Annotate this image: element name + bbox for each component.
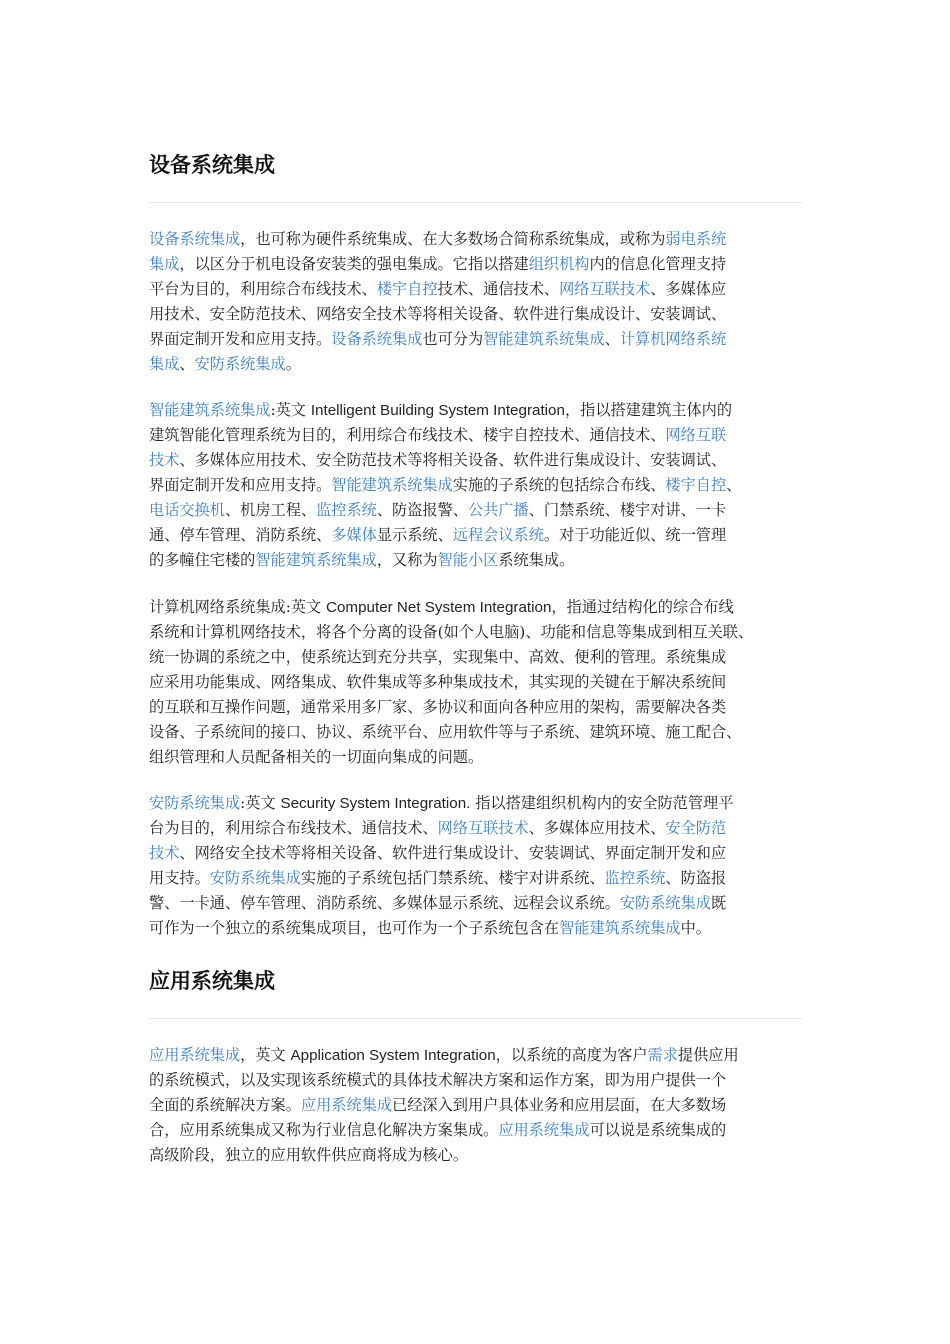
hyperlink[interactable]: 楼宇自控 bbox=[665, 476, 727, 494]
hyperlink[interactable]: 网络互联技术 bbox=[437, 819, 529, 837]
text-run: 、门禁系统、楼宇对讲、一卡 bbox=[528, 501, 727, 519]
text-line bbox=[149, 791, 829, 816]
text-run: 用支持。 bbox=[149, 869, 210, 887]
text-run: 提供应用 bbox=[677, 1046, 739, 1064]
text-run: ，以区分于机电设备安装类的强电集成。它指以搭建 bbox=[179, 255, 529, 273]
text-line bbox=[149, 1043, 829, 1068]
text-run: 的系统模式，以及实现该系统模式的具体技术解决方案和运作方案，即为用户提供一个 bbox=[149, 1071, 727, 1089]
paragraph-intelligent-building bbox=[149, 398, 829, 573]
hyperlink[interactable]: 监控系统 bbox=[316, 501, 377, 519]
hyperlink[interactable]: 智能建筑系统集成 bbox=[559, 919, 681, 937]
text-run: 、防盗报 bbox=[665, 869, 727, 887]
text-line bbox=[149, 745, 829, 770]
hyperlink[interactable]: 安防系统集成 bbox=[194, 355, 286, 373]
text-run: 、机房工程、 bbox=[224, 501, 317, 519]
hyperlink[interactable]: 公共广播 bbox=[467, 501, 529, 519]
text-run: 、多媒体应 bbox=[650, 280, 727, 298]
hyperlink[interactable]: 安防系统集成 bbox=[619, 894, 711, 912]
text-run: 建筑智能化管理系统为目的，利用综合布线技术、楼宇自控技术、通信技术、 bbox=[149, 426, 666, 444]
text-line bbox=[149, 841, 829, 866]
text-run: 也可分为 bbox=[422, 330, 484, 348]
text-run: 内的信息化管理支持 bbox=[589, 255, 727, 273]
hyperlink[interactable]: 应用系统集成 bbox=[498, 1121, 590, 1139]
text-line bbox=[149, 352, 829, 377]
hyperlink[interactable]: 技术 bbox=[149, 451, 180, 469]
text-line bbox=[149, 1118, 829, 1143]
text-run: 的多幢住宅楼的 bbox=[149, 551, 256, 569]
hyperlink[interactable]: 弱电系统 bbox=[665, 230, 727, 248]
section-title-equipment: 设备系统集成 bbox=[149, 153, 275, 177]
hyperlink[interactable]: 安全防范 bbox=[665, 819, 727, 837]
text-run: 中。 bbox=[680, 919, 711, 937]
text-line bbox=[149, 327, 829, 352]
hyperlink[interactable]: 监控系统 bbox=[604, 869, 666, 887]
hyperlink[interactable]: 需求 bbox=[647, 1046, 678, 1064]
hyperlink[interactable]: 智能建筑系统集成 bbox=[483, 330, 605, 348]
text-run: 应采用功能集成、网络集成、软件集成等多种集成技术，其实现的关键在于解决系统间 bbox=[149, 673, 727, 691]
text-run: 指以搭建组织机构内的安全防范管理平 bbox=[470, 794, 734, 812]
text-run: 警、一卡通、停车管理、消防系统、多媒体显示系统、远程会议系统。 bbox=[149, 894, 620, 912]
text-run: :英文 bbox=[270, 401, 311, 419]
text-run: 既 bbox=[710, 894, 727, 912]
text-run: 系统和计算机网络技术，将各个分离的设备(如个人电脑)、功能和信息等集成到相互关联、 bbox=[149, 623, 754, 641]
paragraph-security-integration bbox=[149, 791, 829, 941]
text-run: 高级阶段，独立的应用软件供应商将成为核心。 bbox=[149, 1146, 468, 1164]
text-run: Application System Integration bbox=[290, 1047, 496, 1064]
hyperlink[interactable]: 电话交换机 bbox=[149, 501, 225, 519]
text-run: 的互联和互操作问题，通常采用多厂家、多协议和面向各种应用的架构，需要解决各类 bbox=[149, 698, 727, 716]
text-run: ，指通过结构化的综合布线 bbox=[551, 598, 734, 616]
text-line bbox=[149, 398, 829, 423]
text-run: 界面定制开发和应用支持。 bbox=[149, 476, 332, 494]
text-run: ，也可称为硬件系统集成、在大多数场合简称系统集成，或称为 bbox=[240, 230, 666, 248]
hyperlink[interactable]: 集成 bbox=[149, 255, 180, 273]
text-line bbox=[149, 695, 829, 720]
text-line bbox=[149, 720, 829, 745]
text-line bbox=[149, 1068, 829, 1093]
paragraph-computer-network bbox=[149, 595, 829, 770]
section-divider bbox=[149, 202, 802, 203]
text-run: 通、停车管理、消防系统、 bbox=[149, 526, 332, 544]
text-run: 实施的子系统包括门禁系统、楼宇对讲系统、 bbox=[300, 869, 605, 887]
text-run: :英文 bbox=[240, 794, 281, 812]
text-line bbox=[149, 448, 829, 473]
text-run: 统一协调的系统之中，使系统达到充分共享，实现集中、高效、便利的管理。系统集成 bbox=[149, 648, 727, 666]
hyperlink[interactable]: 智能建筑系统集成 bbox=[255, 551, 377, 569]
text-run: 可作为一个独立的系统集成项目，也可作为一个子系统包含在 bbox=[149, 919, 560, 937]
hyperlink[interactable]: 楼宇自控 bbox=[376, 280, 438, 298]
hyperlink[interactable]: 设备系统集成 bbox=[331, 330, 423, 348]
section-divider bbox=[149, 1018, 802, 1019]
hyperlink[interactable]: 智能建筑系统集成 bbox=[149, 401, 271, 419]
text-run: 系统集成。 bbox=[498, 551, 575, 569]
text-run: 、多媒体应用技术、安全防范技术等将相关设备、软件进行集成设计、安装调试、 bbox=[179, 451, 727, 469]
text-run: 。 bbox=[285, 355, 301, 373]
hyperlink[interactable]: 智能建筑系统集成 bbox=[331, 476, 453, 494]
text-run: 显示系统、 bbox=[376, 526, 453, 544]
text-run: 设备、子系统间的接口、协议、系统平台、应用软件等与子系统、建筑环境、施工配合、 bbox=[149, 723, 742, 741]
hyperlink[interactable]: 设备系统集成 bbox=[149, 230, 241, 248]
text-run: 全面的系统解决方案。 bbox=[149, 1096, 301, 1114]
text-line bbox=[149, 645, 829, 670]
text-line bbox=[149, 670, 829, 695]
text-run: 平台为目的，利用综合布线技术、 bbox=[149, 280, 377, 298]
text-run: 用技术、安全防范技术、网络安全技术等将相关设备、软件进行集成设计、安装调试、 bbox=[149, 305, 727, 323]
text-run: 实施的子系统的包括综合布线、 bbox=[452, 476, 666, 494]
text-line bbox=[149, 1093, 829, 1118]
text-run: 。对于功能近似、统一管理 bbox=[543, 526, 727, 544]
text-run: ，英文 bbox=[240, 1046, 291, 1064]
text-line bbox=[149, 595, 829, 620]
text-line bbox=[149, 302, 829, 327]
text-run: 、 bbox=[604, 330, 620, 348]
text-run: ，以系统的高度为客户 bbox=[495, 1046, 648, 1064]
text-run: ，又称为 bbox=[376, 551, 438, 569]
text-run: 组织管理和人员配备相关的一切面向集成的问题。 bbox=[149, 748, 484, 766]
text-line bbox=[149, 916, 829, 941]
text-run: 、网络安全技术等将相关设备、软件进行集成设计、安装调试、界面定制开发和应 bbox=[179, 844, 727, 862]
text-run: 已经深入到用户具体业务和应用层面，在大多数场 bbox=[392, 1096, 727, 1114]
hyperlink[interactable]: 组织机构 bbox=[528, 255, 590, 273]
hyperlink[interactable]: 网络互联 bbox=[665, 426, 727, 444]
text-run: 界面定制开发和应用支持。 bbox=[149, 330, 332, 348]
text-run: Intelligent Building System Integration bbox=[310, 402, 565, 419]
text-run: 计算机网络系统集成:英文 bbox=[149, 598, 327, 616]
text-line bbox=[149, 523, 829, 548]
section-title-application: 应用系统集成 bbox=[149, 969, 275, 993]
text-line bbox=[149, 473, 829, 498]
hyperlink[interactable]: 应用系统集成 bbox=[149, 1046, 241, 1064]
text-line bbox=[149, 498, 829, 523]
text-line bbox=[149, 620, 829, 645]
text-line bbox=[149, 866, 829, 891]
text-line bbox=[149, 423, 829, 448]
text-line bbox=[149, 816, 829, 841]
text-run: 可以说是系统集成的 bbox=[589, 1121, 727, 1139]
text-run: 、多媒体应用技术、 bbox=[528, 819, 666, 837]
hyperlink[interactable]: 远程会议系统 bbox=[452, 526, 544, 544]
text-line bbox=[149, 548, 829, 573]
text-run: 、防盗报警、 bbox=[376, 501, 468, 519]
hyperlink[interactable]: 安防系统集成 bbox=[209, 869, 301, 887]
text-line bbox=[149, 252, 829, 277]
hyperlink[interactable]: 技术 bbox=[149, 844, 180, 862]
text-line bbox=[149, 227, 829, 252]
hyperlink[interactable]: 应用系统集成 bbox=[300, 1096, 392, 1114]
text-run: 合，应用系统集成又称为行业信息化解决方案集成。 bbox=[149, 1121, 499, 1139]
hyperlink[interactable]: 网络互联技术 bbox=[559, 280, 651, 298]
text-line bbox=[149, 891, 829, 916]
text-run: Security System Integration. bbox=[280, 795, 471, 812]
paragraph-equipment-integration bbox=[149, 227, 829, 377]
text-line bbox=[149, 277, 829, 302]
text-run: 技术、通信技术、 bbox=[437, 280, 560, 298]
text-run: 台为目的，利用综合布线技术、通信技术、 bbox=[149, 819, 438, 837]
paragraph-application-integration bbox=[149, 1043, 829, 1168]
text-run: 、 bbox=[179, 355, 195, 373]
text-line bbox=[149, 1143, 829, 1168]
text-run: Computer Net System Integration bbox=[326, 599, 552, 616]
text-run: 、 bbox=[726, 476, 742, 494]
hyperlink[interactable]: 计算机网络系统 bbox=[619, 330, 727, 348]
hyperlink[interactable]: 集成 bbox=[149, 355, 180, 373]
hyperlink[interactable]: 安防系统集成 bbox=[149, 794, 241, 812]
text-run: ，指以搭建建筑主体内的 bbox=[564, 401, 733, 419]
hyperlink[interactable]: 多媒体 bbox=[331, 526, 377, 544]
hyperlink[interactable]: 智能小区 bbox=[437, 551, 499, 569]
